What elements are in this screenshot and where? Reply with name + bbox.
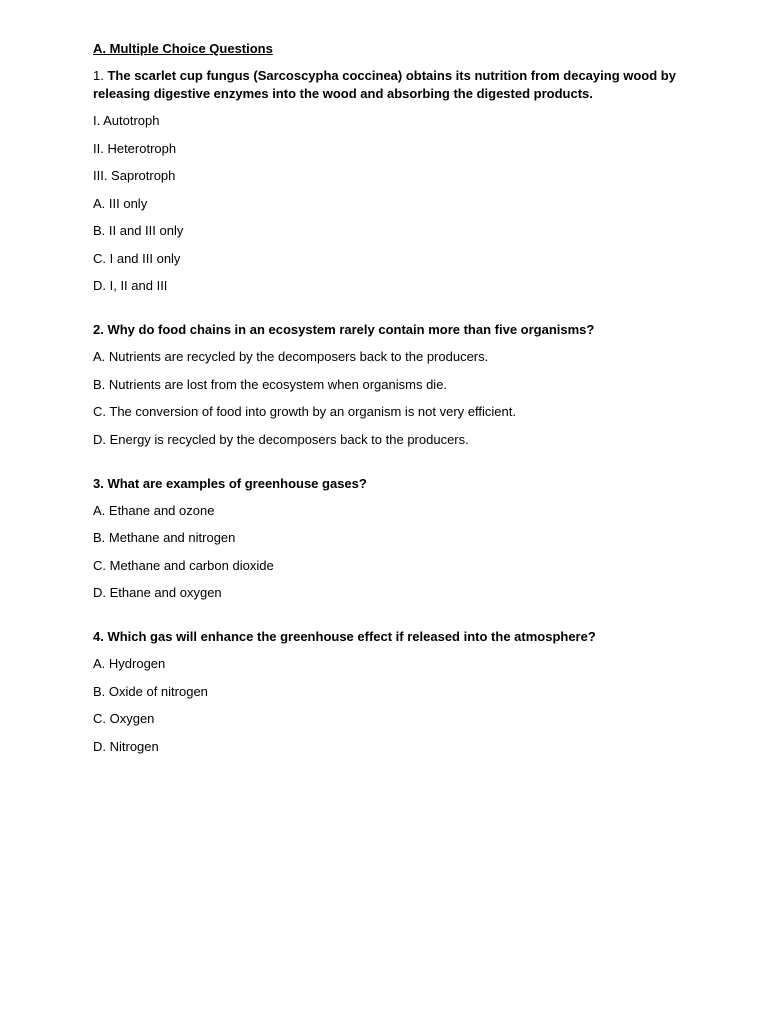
statement-iii: III. Saprotroph (93, 168, 176, 183)
option-d: D. I, II and III (93, 278, 168, 293)
question-4-text: 4. Which gas will enhance the greenhouse effect if released into the atmosphere? (93, 629, 596, 644)
question-2-text: 2. Why do food chains in an ecosystem rarely contain more than five organisms? (93, 322, 595, 337)
option-b: B. II and III only (93, 223, 184, 238)
section-heading: A. Multiple Choice Questions (93, 41, 273, 56)
question-1-prompt: The scarlet cup fungus (Sarcoscypha coccinea) obtains its nutrition from decaying wood by releasing digestive enzymes into the wood and absorbing the digested products. (93, 68, 676, 101)
option-c: C. The conversion of food into growth by an organism is not very efficient. (93, 404, 516, 419)
option-c: C. I and III only (93, 250, 181, 266)
statement-i: I. Autotroph (93, 113, 160, 128)
question-2 (93, 321, 693, 449)
option-b: B. Oxide of nitrogen (93, 683, 208, 699)
option-b: B. Methane and nitrogen (93, 530, 236, 545)
option-d: D. Ethane and oxygen (93, 585, 222, 600)
statement-ii: II. Heterotroph (93, 140, 177, 156)
question-4 (93, 628, 693, 756)
question-1-number: 1. (93, 68, 104, 83)
question-1 (93, 67, 693, 295)
option-a: A. Nutrients are recycled by the decomposers back to the producers. (93, 349, 489, 364)
option-d: D. Nitrogen (93, 738, 159, 754)
option-a: A. III only (93, 195, 148, 211)
option-a: A. Ethane and ozone (93, 502, 215, 518)
option-c: C. Oxygen (93, 711, 155, 726)
option-c: C. Methane and carbon dioxide (93, 557, 274, 573)
question-3 (93, 475, 693, 603)
option-b: B. Nutrients are lost from the ecosystem when organisms die. (93, 376, 448, 392)
option-a: A. Hydrogen (93, 656, 166, 671)
option-d: D. Energy is recycled by the decomposers back to the producers. (93, 431, 469, 447)
document-page (93, 40, 693, 782)
question-3-text: 3. What are examples of greenhouse gases? (93, 475, 367, 491)
question-1-text (93, 67, 693, 103)
